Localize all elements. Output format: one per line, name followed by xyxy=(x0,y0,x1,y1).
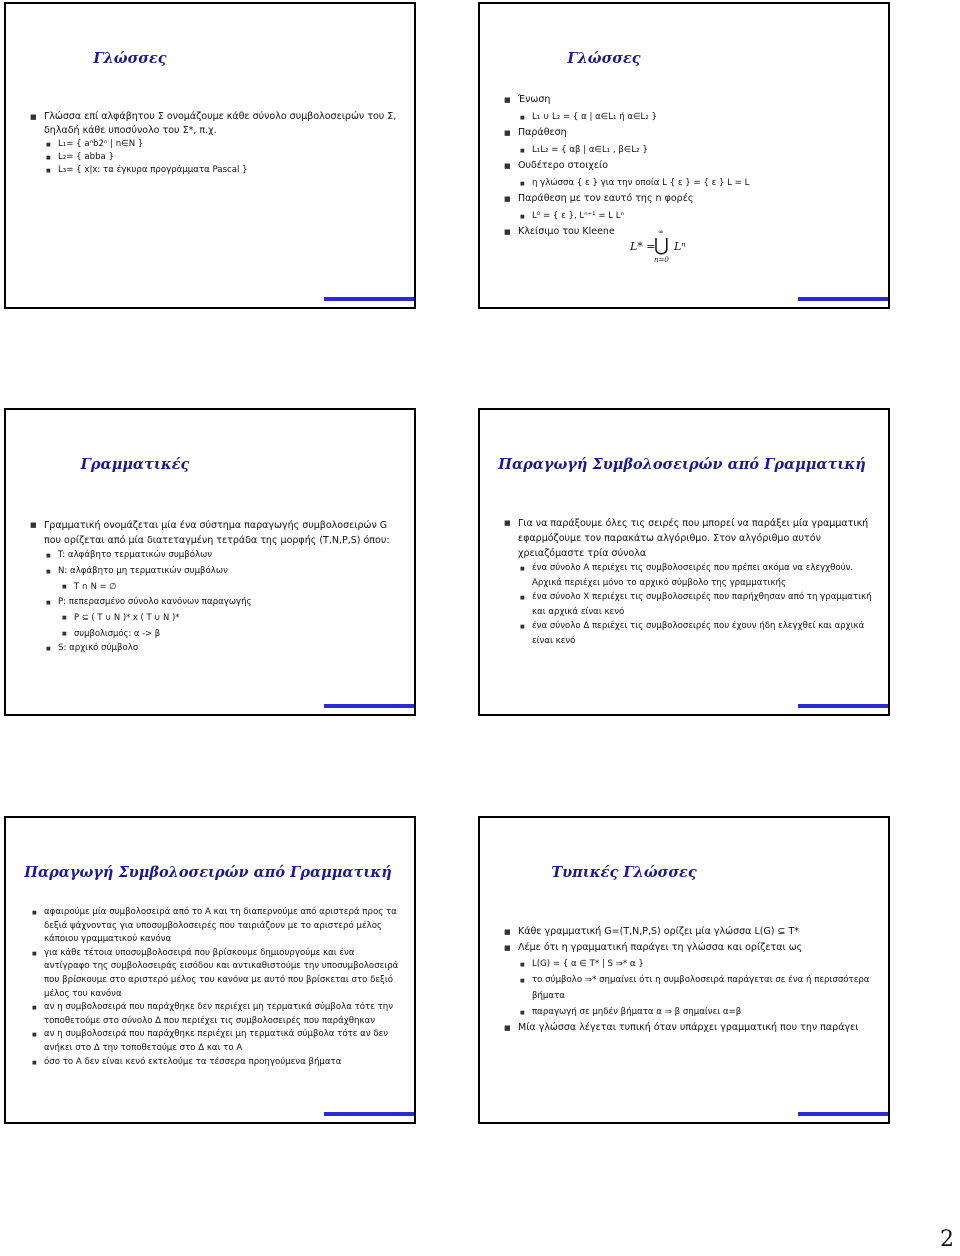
square-bullet-icon: ■ xyxy=(46,599,51,606)
list-item: ■ Γλώσσα επί αλφάβητου Σ ονομάζουμε κάθε σύνολο συμβολοσειρών του Σ, δηλαδή κάθε υποσύνολο του Σ*, π.χ. xyxy=(30,111,397,136)
square-bullet-icon: ■ xyxy=(504,195,511,203)
square-bullet-icon: ■ xyxy=(520,624,525,630)
list-item: ■ S: αρχικό σύμβολο xyxy=(42,641,400,657)
square-bullet-icon: ■ xyxy=(504,96,511,104)
formula-rhs: Lⁿ xyxy=(674,240,686,253)
list-item: ■ συμβολισμός: α -> β xyxy=(58,626,400,642)
list-item: ■ η γλώσσα { ε } για την οποία L { ε } = { ε } L = L xyxy=(516,175,874,192)
accent-bar xyxy=(798,297,888,301)
square-bullet-icon: ■ xyxy=(504,129,511,137)
slide-body xyxy=(28,518,400,657)
page-number: 2 xyxy=(940,1227,954,1252)
kleene-formula xyxy=(630,228,710,268)
formula-lower: n=0 xyxy=(654,256,669,264)
slide-body xyxy=(502,92,874,241)
square-bullet-icon: ■ xyxy=(46,568,51,575)
list-item: ■ L(G) = { α ∈ T* | S ⇒* α } xyxy=(516,956,874,972)
list-item: ■ αφαιρούμε μία συμβολοσειρά από το Α και τη διαπερνούμε από αριστερά προς τα δεξιά ψάχνοντας για υποσυμβολοσειρές που ταιριάζουν με το αριστερό μέλος κάποιου γραμματικού κανόνα xyxy=(32,907,397,945)
slide-3 xyxy=(4,408,416,716)
accent-bar xyxy=(324,1112,414,1116)
list-item: ■ Παράθεση με τον εαυτό της n φορές xyxy=(502,191,874,208)
square-bullet-icon: ■ xyxy=(62,584,67,590)
square-bullet-icon: ■ xyxy=(46,646,51,652)
list-item: ■ L⁰ = { ε }, Lⁿ⁺¹ = L Lⁿ xyxy=(516,208,874,225)
list-item: ■ Ουδέτερο στοιχείο xyxy=(502,158,874,175)
square-bullet-icon: ■ xyxy=(46,168,51,175)
square-bullet-icon: ■ xyxy=(504,162,511,170)
formula-upper: ∞ xyxy=(658,228,664,236)
formula-lhs: L* = xyxy=(630,240,656,253)
list-item: ■ N: αλφάβητο μη τερματικών συμβόλων xyxy=(42,564,400,580)
list-item: ■ αν η συμβολοσειρά που παράχθηκε δεν περιέχει μη τερματικά σύμβολα τότε την τοποθετούμε στο σύνολο Δ που περιέχει τις συμβολοσειρές που παράχθηκαν xyxy=(32,1002,394,1026)
accent-bar xyxy=(324,297,414,301)
square-bullet-icon: ■ xyxy=(32,910,37,916)
union-icon: ⋃ xyxy=(654,235,669,256)
slide-2 xyxy=(478,2,890,309)
list-item: ■ όσο το Α δεν είναι κενό εκτελούμε τα τέσσερα προηγούμενα βήματα xyxy=(28,1056,400,1070)
list-item: ■ Γραμματική ονομάζεται μία ένα σύστημα παραγωγής συμβολοσειρών G που ορίζεται από μία διατεταγμένη τετράδα της μορφής (T,N,P,S) όπου: xyxy=(30,520,390,546)
list-item: ■ Κάθε γραμματική G=(T,N,P,S) ορίζει μία γλώσσα L(G) ⊆ T* xyxy=(502,924,874,940)
square-bullet-icon: ■ xyxy=(32,950,37,957)
accent-bar xyxy=(798,1112,888,1116)
list-item: ■ αν η συμβολοσειρά που παράχθηκε περιέχει μη τερματικά σύμβολα τότε αν δεν ανήκει στο Δ την τοποθετούμε στο Δ και το Α xyxy=(32,1029,389,1053)
square-bullet-icon: ■ xyxy=(46,155,51,162)
square-bullet-icon: ■ xyxy=(32,1005,37,1012)
square-bullet-icon: ■ xyxy=(504,944,511,952)
square-bullet-icon: ■ xyxy=(520,566,525,572)
list-item: ■ L₁L₂ = { αβ | α∈L₁ , β∈L₂ } xyxy=(516,142,874,159)
slide-title: Παραγωγή Συμβολοσειρών από Γραμματική xyxy=(498,456,866,473)
square-bullet-icon: ■ xyxy=(46,553,51,559)
square-bullet-icon: ■ xyxy=(32,1059,37,1066)
slide-body xyxy=(502,516,874,648)
square-bullet-icon: ■ xyxy=(504,1024,511,1032)
slide-title: Γλώσσες xyxy=(567,50,641,67)
square-bullet-icon: ■ xyxy=(520,595,525,601)
square-bullet-icon: ■ xyxy=(520,978,525,984)
square-bullet-icon: ■ xyxy=(520,147,525,154)
slide-title: Γλώσσες xyxy=(93,50,167,67)
list-item: ■ Μία γλώσσα λέγεται τυπική όταν υπάρχει γραμματική που την παράγει xyxy=(502,1020,874,1036)
list-item: ■ παραγωγή σε μηδέν βήματα α ⇒ β σημαίνει α=β xyxy=(516,1004,874,1020)
list-item: ■ ένα σύνολο Χ περιέχει τις συμβολοσειρές που παρήχθησαν από τη γραμματική και αρχικά είναι κενό xyxy=(520,592,872,617)
square-bullet-icon: ■ xyxy=(30,113,37,121)
square-bullet-icon: ■ xyxy=(504,519,511,527)
square-bullet-icon: ■ xyxy=(46,142,51,148)
slide-title: Παραγωγή Συμβολοσειρών από Γραμματική xyxy=(24,864,392,881)
square-bullet-icon: ■ xyxy=(520,962,525,968)
slide-6 xyxy=(478,816,890,1124)
list-item: ■ T ∩ N = ∅ xyxy=(58,579,400,595)
square-bullet-icon: ■ xyxy=(32,1032,37,1039)
list-item: ■ Για να παράξουμε όλες τις σειρές που μπορεί να παράξει μία γραμματική εφαρμόζουμε τον παρακάτω αλγόριθμο. Στον αλγόριθμο αυτόν χρειαζόμαστε τρία σύνολα xyxy=(504,518,869,559)
list-item: ■ T: αλφάβητο τερματικών συμβόλων xyxy=(42,548,400,564)
square-bullet-icon: ■ xyxy=(504,228,511,236)
slide-body xyxy=(28,906,400,1069)
list-item: ■ Λέμε ότι η γραμματική παράγει τη γλώσσα και ορίζεται ως xyxy=(502,940,874,956)
slide-body xyxy=(28,110,400,178)
slide-title: Γραμματικές xyxy=(80,456,190,473)
slide-body xyxy=(502,924,874,1036)
square-bullet-icon: ■ xyxy=(520,114,525,121)
square-bullet-icon: ■ xyxy=(504,928,511,936)
list-item: ■ L₃= { x|x: τα έγκυρα προγράμματα Pascal } xyxy=(42,164,400,177)
square-bullet-icon: ■ xyxy=(62,615,67,621)
list-item: ■ L₁ ∪ L₂ = { α | α∈L₁ ή α∈L₂ } xyxy=(516,109,874,126)
list-item: ■ ένα σύνολο Δ περιέχει τις συμβολοσειρές που έχουν ήδη ελεγχθεί και αρχικά είναι κενό xyxy=(520,621,865,646)
list-item: ■ P ⊆ ( T ∪ N )* x ( T ∪ N )* xyxy=(58,610,400,626)
slide-4 xyxy=(478,408,890,716)
list-item: ■ L₁= { aⁿb2ⁿ | n∈N } xyxy=(42,138,400,151)
square-bullet-icon: ■ xyxy=(30,521,37,529)
list-item: ■ Ένωση xyxy=(502,92,874,109)
list-item: ■ P: πεπερασμένο σύνολο κανόνων παραγωγής xyxy=(42,595,400,611)
list-item: ■ ένα σύνολο Α περιέχει τις συμβολοσειρές που πρέπει ακόμα να ελεγχθούν. Αρχικά περιέχει μόνο το αρχικό σύμβολο της γραμματικής xyxy=(520,563,854,588)
slide-5 xyxy=(4,816,416,1124)
list-item: ■ για κάθε τέτοια υποσυμβολοσειρά που βρίσκουμε δημιουργούμε και ένα αντίγραφο της συμβολοσειράς εισόδου και αντικαθιστούμε την υποσυμβολοσειρά που βρίσκουμε στο αριστερό μέλος του κανόνα με αυτό που βρίσκεται στο δεξιό μέλος του κανόνα xyxy=(32,947,399,999)
square-bullet-icon: ■ xyxy=(520,213,525,220)
list-item: ■ Κλείσιμο του Kleene xyxy=(502,224,874,241)
slide-1 xyxy=(4,2,416,309)
square-bullet-icon: ■ xyxy=(520,180,525,187)
list-item: ■ το σύμβολο ⇒* σημαίνει ότι η συμβολοσειρά παράγεται σε ένα ή περισσότερα βήματα xyxy=(520,975,870,1001)
list-item: ■ Παράθεση xyxy=(502,125,874,142)
square-bullet-icon: ■ xyxy=(62,630,67,637)
accent-bar xyxy=(798,704,888,708)
slide-title: Τυπικές Γλώσσες xyxy=(551,864,697,881)
square-bullet-icon: ■ xyxy=(520,1010,525,1016)
list-item: ■ L₂= { abba } xyxy=(42,151,400,164)
accent-bar xyxy=(324,704,414,708)
